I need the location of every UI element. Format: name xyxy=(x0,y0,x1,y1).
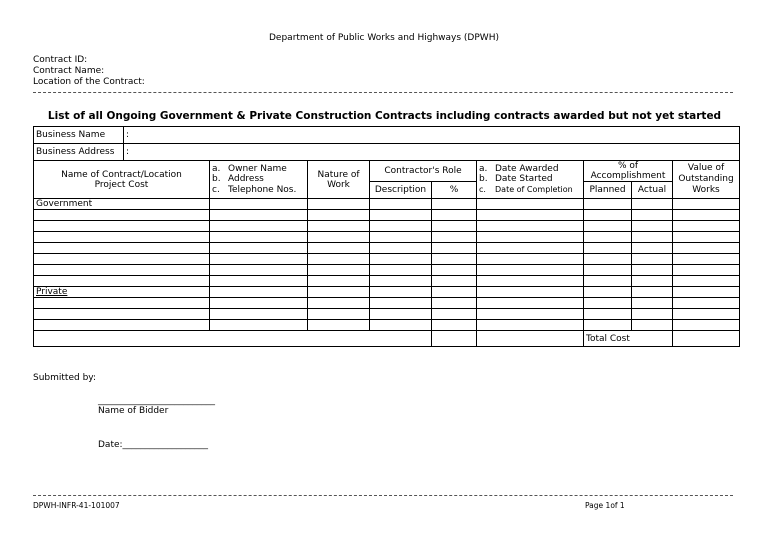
table-row xyxy=(34,265,740,276)
table-row xyxy=(34,243,740,254)
submitted-by-label: Submitted by: xyxy=(33,373,96,383)
table-header-row-1 xyxy=(34,161,740,182)
organization-title: Department of Public Works and Highways (DPWH) xyxy=(269,33,499,43)
nature-column-header: Nature of Work xyxy=(308,161,370,199)
business-address-label: Business Address xyxy=(34,144,124,161)
contractor-role-header: Contractor's Role xyxy=(370,161,477,182)
name-of-bidder-label: Name of Bidder xyxy=(98,406,169,416)
table-row xyxy=(34,232,740,243)
footer-divider xyxy=(33,495,733,496)
table-row xyxy=(34,309,740,320)
role-percent-header: % xyxy=(432,182,477,199)
table-row xyxy=(34,287,740,298)
page-number: Page 1of 1 xyxy=(585,501,625,510)
owner-column-header: a. Owner Name b. Address c. Telephone Nos. xyxy=(210,161,308,199)
contract-location-label: Location of the Contract: xyxy=(33,77,145,87)
private-section-label: Private xyxy=(34,287,210,298)
total-row xyxy=(34,331,740,347)
table-row xyxy=(34,298,740,309)
contract-id-label: Contract ID: xyxy=(33,55,88,65)
outstanding-value-header: Value of Outstanding Works xyxy=(673,161,740,199)
dates-column-header: a. Date Awarded b. Date Started c. Date of Completion xyxy=(477,161,584,199)
role-description-header: Description xyxy=(370,182,432,199)
total-cost-value[interactable] xyxy=(673,331,740,347)
signature-line: __________________________ xyxy=(98,396,215,406)
accomplishment-header: % of Accomplishment xyxy=(584,161,673,182)
business-name-label: Business Name xyxy=(34,127,124,144)
government-section-label: Government xyxy=(34,199,210,210)
business-address-field[interactable]: : xyxy=(124,144,740,161)
table-row xyxy=(34,276,740,287)
business-name-field[interactable]: : xyxy=(124,127,740,144)
table-row xyxy=(34,254,740,265)
contracts-table xyxy=(33,126,740,347)
date-field[interactable]: Date:___________________ xyxy=(98,440,209,450)
table-row xyxy=(34,221,740,232)
planned-header: Planned xyxy=(584,182,632,199)
table-row xyxy=(34,320,740,331)
form-code: DPWH-INFR-41-101007 xyxy=(33,501,120,510)
table-row xyxy=(34,199,740,210)
header-divider xyxy=(33,92,733,93)
total-cost-label: Total Cost xyxy=(584,331,673,347)
business-name-row xyxy=(34,127,740,144)
business-address-row xyxy=(34,144,740,161)
actual-header: Actual xyxy=(632,182,673,199)
contract-name-label: Contract Name: xyxy=(33,66,105,76)
form-title: List of all Ongoing Government & Private Construction Contracts including contracts awarded but not yet started xyxy=(47,110,722,122)
table-row xyxy=(34,210,740,221)
contract-column-header: Name of Contract/Location Project Cost xyxy=(34,161,210,199)
